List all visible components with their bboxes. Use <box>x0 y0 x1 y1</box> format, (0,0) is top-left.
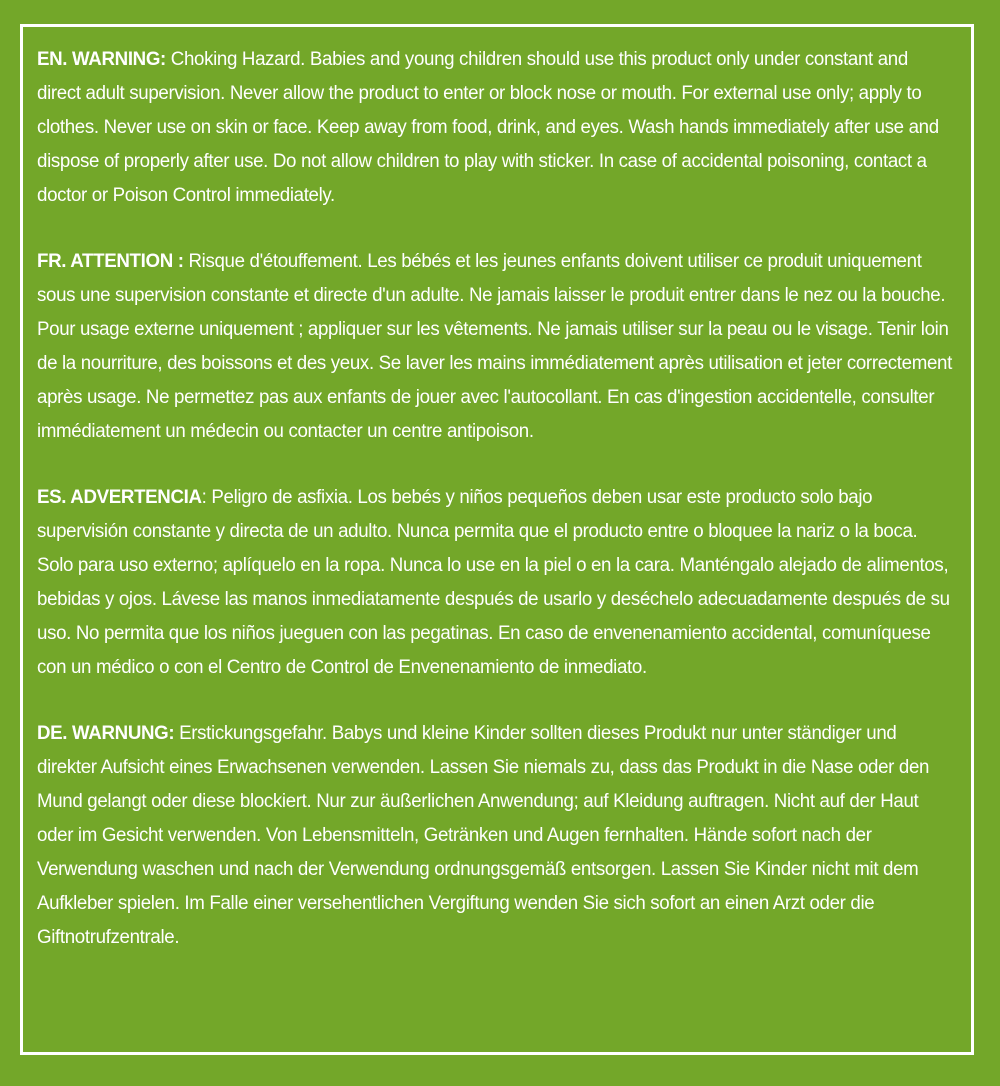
warning-es-text: : Peligro de asfixia. Los bebés y niños pequeños deben usar este producto solo bajo supervisión constante y directa de un adulto. Nunca permita que el producto entre o bloquee la nariz o la boca. Solo para uso externo; aplíquelo en la ropa. Nunca lo use en la piel o en la cara. Manténgalo alejado de alimentos, bebidas y ojos. Lávese las manos inmediatamente después de usarlo y deséchelo adecuadamente después de su uso. No permita que los niños jueguen con las pegatinas. En caso de envenenamiento accidental, comuníquese con un médico o con el Centro de Control de Envenenamiento de inmediato. <box>37 487 950 678</box>
warning-de-text: Erstickungsgefahr. Babys und kleine Kinder sollten dieses Produkt nur unter ständiger und direkter Aufsicht eines Erwachsenen verwenden. Lassen Sie niemals zu, dass das Produkt in die Nase oder den Mund gelangt oder diese blockiert. Nur zur äußerlichen Anwendung; auf Kleidung auftragen. Nicht auf der Haut oder im Gesicht verwenden. Von Lebensmitteln, Getränken und Augen fernhalten. Hände sofort nach der Verwendung waschen und nach der Verwendung ordnungsgemäß entsorgen. Lassen Sie Kinder nicht mit dem Aufkleber spielen. Im Falle einer versehentlichen Vergiftung wenden Sie sich sofort an einen Arzt oder die Giftnotrufzentrale. <box>37 723 930 948</box>
warning-es <box>37 481 953 685</box>
warning-fr <box>37 245 953 449</box>
warning-en <box>37 43 953 213</box>
warning-fr-text: Risque d'étouffement. Les bébés et les jeunes enfants doivent utiliser ce produit uniquement sous une supervision constante et directe d'un adulte. Ne jamais laisser le produit entrer dans le nez ou la bouche. Pour usage externe uniquement ; appliquer sur les vêtements. Ne jamais utiliser sur la peau ou le visage. Tenir loin de la nourriture, des boissons et des yeux. Se laver les mains immédiatement après utilisation et jeter correctement après usage. Ne permettez pas aux enfants de jouer avec l'autocollant. En cas d'ingestion accidentelle, consulter immédiatement un médecin ou contacter un centre antipoison. <box>37 251 952 442</box>
warning-en-heading: EN. WARNING: <box>37 49 166 70</box>
warning-de-heading: DE. WARNUNG: <box>37 723 175 744</box>
warning-es-heading: ES. ADVERTENCIA <box>37 487 202 508</box>
warning-en-text: Choking Hazard. Babies and young children should use this product only under constant and direct adult supervision. Never allow the product to enter or block nose or mouth. For external use only; apply to clothes. Never use on skin or face. Keep away from food, drink, and eyes. Wash hands immediately after use and dispose of properly after use. Do not allow children to play with sticker. In case of accidental poisoning, contact a doctor or Poison Control immediately. <box>37 49 939 206</box>
warning-de <box>37 717 953 955</box>
warning-label-content <box>37 43 967 955</box>
warning-fr-heading: FR. ATTENTION : <box>37 251 184 272</box>
